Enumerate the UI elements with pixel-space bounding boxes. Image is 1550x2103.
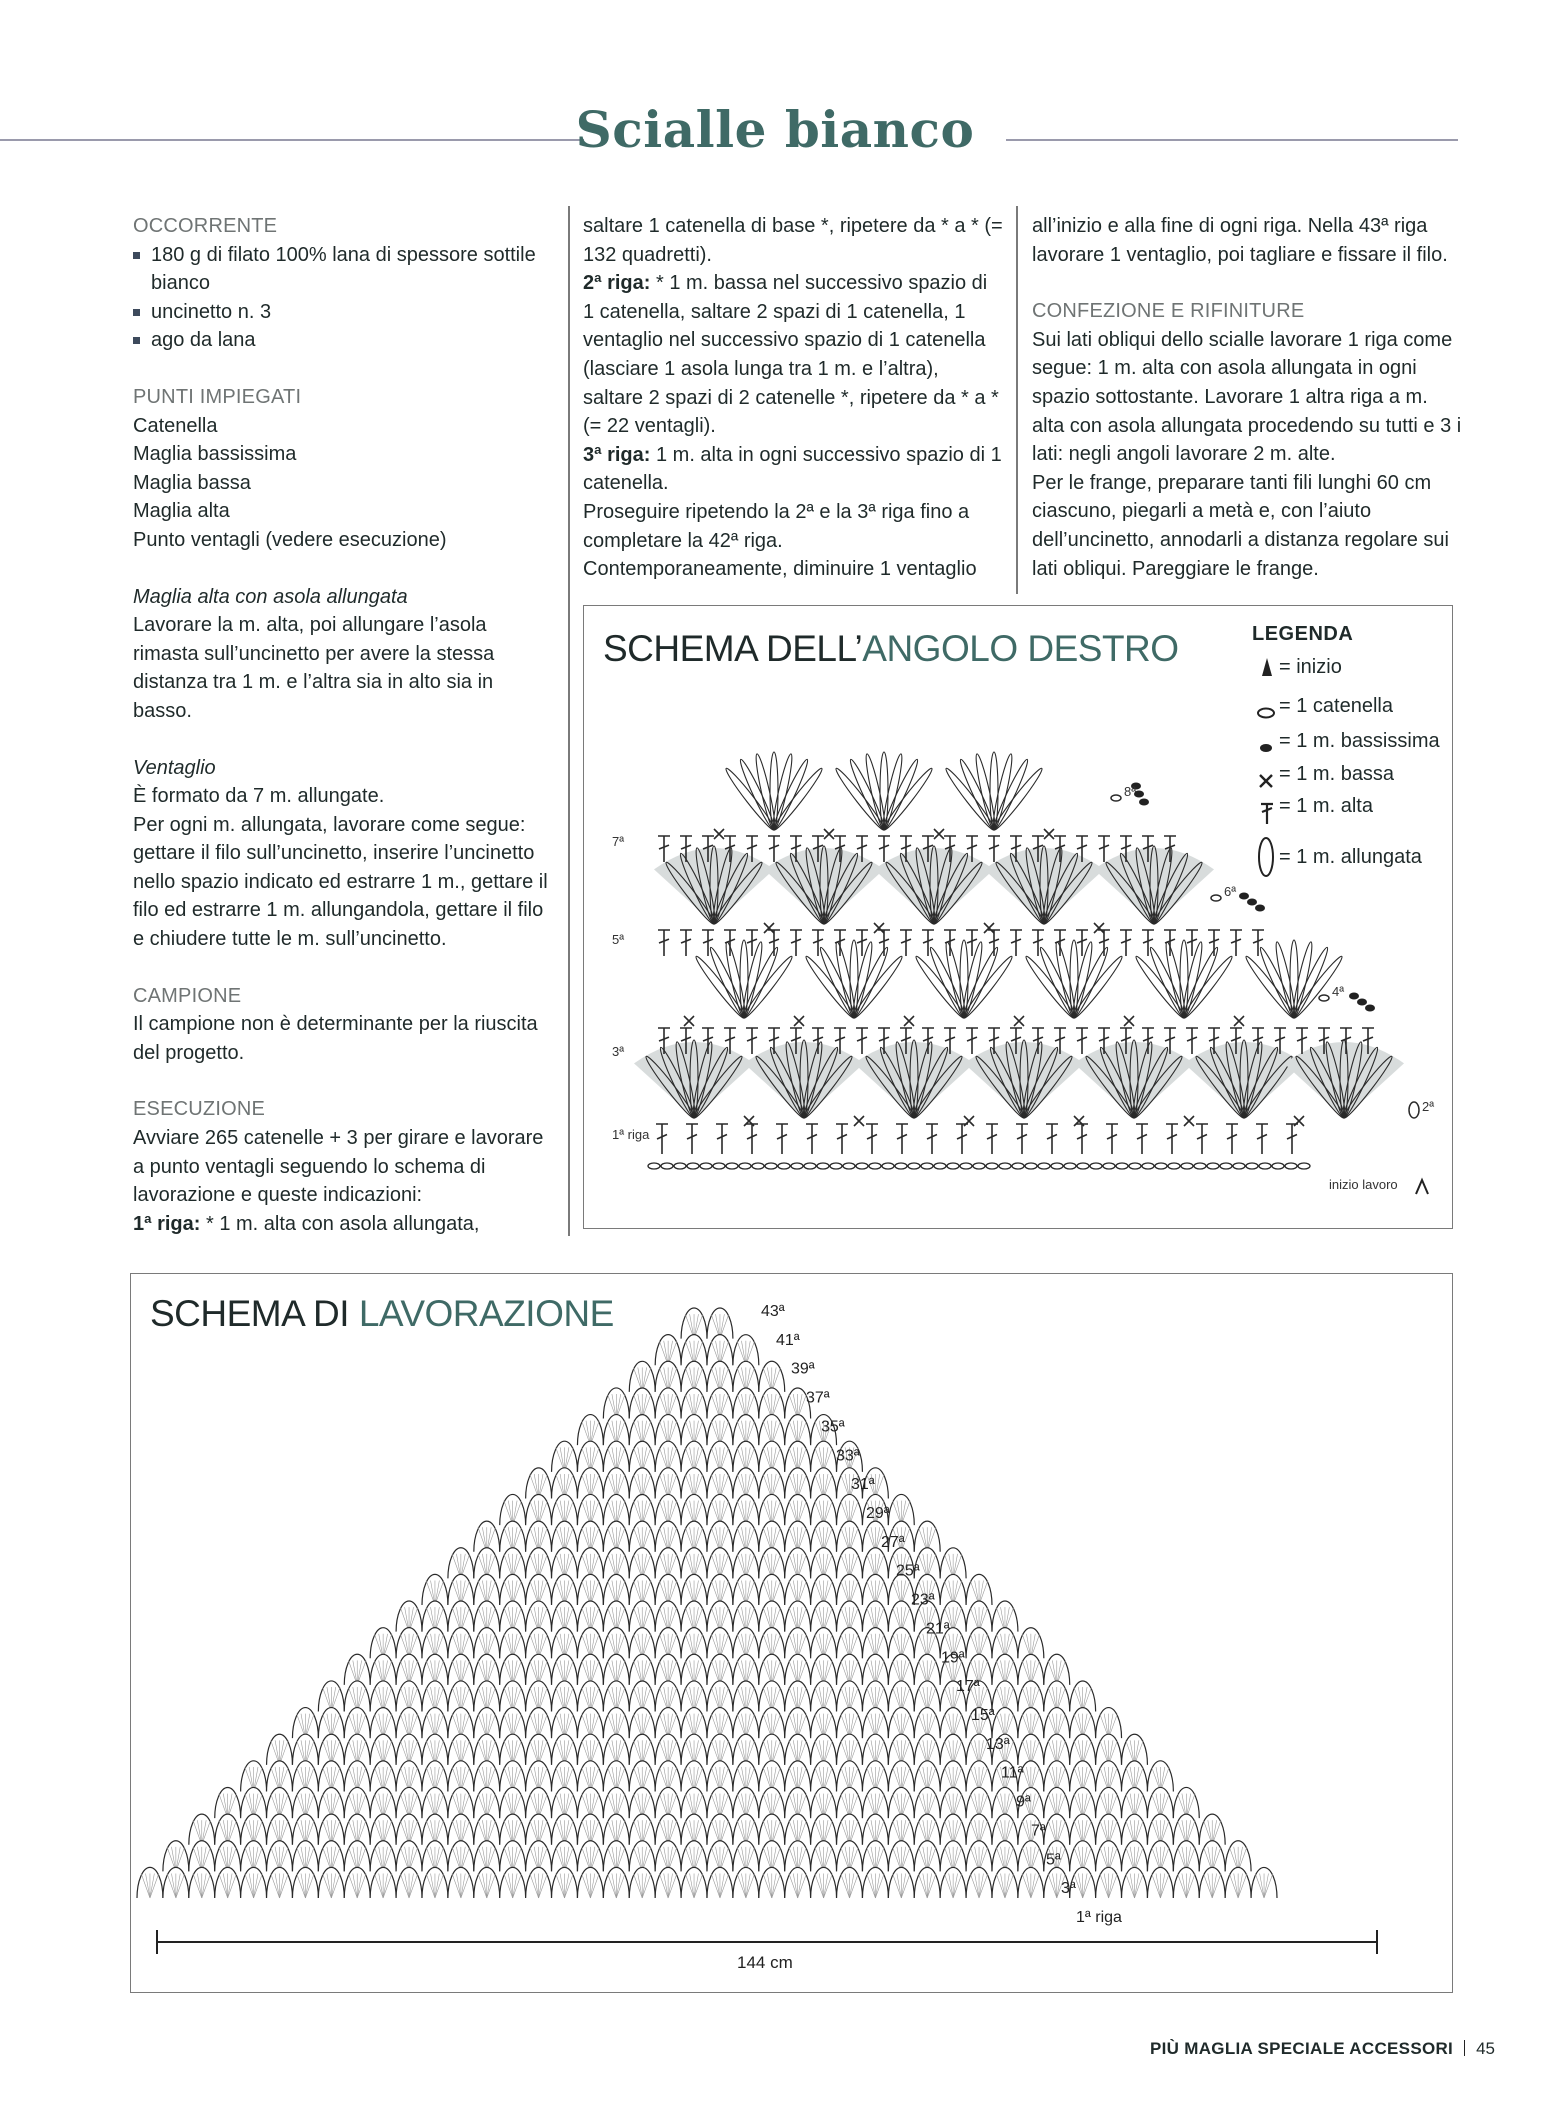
elongated-stitch-symbol: [741, 954, 795, 1021]
double-crochet-symbol: [658, 930, 670, 956]
width-label: 144 cm: [737, 1953, 793, 1972]
chain-symbol: [895, 1163, 907, 1169]
list-item: Catenella: [133, 414, 218, 437]
corner-diagram-title: SCHEMA DELL’ANGOLO DESTRO: [603, 628, 1179, 669]
chain-symbol: [1319, 995, 1329, 1001]
list-item: Maglia alta: [133, 500, 230, 523]
double-crochet-symbol: [944, 930, 956, 956]
double-crochet-symbol: [856, 1028, 868, 1054]
double-crochet-symbol: [1076, 1028, 1088, 1054]
double-crochet-symbol: [1252, 930, 1264, 956]
double-crochet-symbol: [1046, 1124, 1058, 1154]
paragraph: È formato da 7 m. allungate.: [133, 785, 385, 808]
footer-divider: [1464, 2040, 1466, 2056]
single-crochet-symbol: [1094, 923, 1104, 933]
chain-symbol: [1259, 1163, 1271, 1169]
double-crochet-symbol: [716, 1124, 728, 1154]
double-crochet-symbol: [1120, 930, 1132, 956]
double-crochet-symbol: [768, 836, 780, 862]
chain-symbol: [1409, 1102, 1419, 1118]
double-crochet-symbol: [1208, 930, 1220, 956]
chain-symbol: [973, 1163, 985, 1169]
double-crochet-symbol: [922, 930, 934, 956]
column-3: [1032, 212, 1462, 583]
bullet-square-icon: [133, 309, 140, 316]
chain-symbol: [817, 1163, 829, 1169]
single-crochet-symbol: [1294, 1116, 1304, 1126]
chain-symbol: [986, 1163, 998, 1169]
single-crochet-symbol: [1234, 1016, 1244, 1026]
row-label: 31ª: [851, 1476, 875, 1494]
double-crochet-symbol: [956, 1124, 968, 1154]
paragraph: 1ª riga: * 1 m. alta con asola allungata,: [133, 1212, 480, 1235]
double-crochet-symbol: [1010, 930, 1022, 956]
row-label: 11ª: [1001, 1764, 1024, 1782]
double-crochet-symbol: [836, 1124, 848, 1154]
single-crochet-symbol: [874, 923, 884, 933]
double-crochet-symbol: [1098, 836, 1110, 862]
double-crochet-symbol: [966, 1028, 978, 1054]
list-item: Maglia bassa: [133, 471, 251, 494]
chain-symbol: [804, 1163, 816, 1169]
work-diagram-box: [130, 1273, 1453, 1993]
double-crochet-symbol: [776, 1124, 788, 1154]
paragraph: all’inizio e alla fine di ogni riga. Nella 43ª riga lavorare 1 ventaglio, poi tagliare e fissare il filo.: [1032, 215, 1448, 266]
double-crochet-symbol: [878, 930, 890, 956]
chain-symbol: [1111, 795, 1121, 801]
double-crochet-symbol: [1032, 930, 1044, 956]
chain-symbol: [1064, 1163, 1076, 1169]
legend-item: = inizio: [1279, 656, 1342, 678]
legend-item: = 1 m. bassissima: [1279, 730, 1440, 752]
chain-symbol: [687, 1163, 699, 1169]
single-crochet-symbol: [984, 923, 994, 933]
double-crochet-symbol: [1098, 930, 1110, 956]
chain-symbol: [674, 1163, 686, 1169]
row-label: 29ª: [866, 1505, 890, 1522]
chain-symbol: [713, 1163, 725, 1169]
paragraph: Sui lati obliqui dello scialle lavorare 1 riga come segue: 1 m. alta con asola allungata in ogni spazio sottostante. Lavorare 1 altra riga a m. alta con asola allungata procedendo su tutti e 3 i lati: negli angoli lavorare 2 m. alte.: [1032, 328, 1462, 466]
row-label: 33ª: [836, 1447, 860, 1465]
chain-symbol: [1025, 1163, 1037, 1169]
work-diagram-title: SCHEMA DI LAVORAZIONE: [150, 1293, 614, 1334]
slip-stitch-symbol: [1255, 905, 1265, 912]
single-crochet-symbol: [824, 829, 834, 839]
row-label: 13ª: [986, 1735, 1010, 1753]
elongated-stitch-symbol: [913, 954, 967, 1021]
chain-symbol: [1194, 1163, 1206, 1169]
double-crochet-symbol: [1016, 1124, 1028, 1154]
double-crochet-symbol: [656, 1124, 668, 1154]
chain-symbol: [739, 1163, 751, 1169]
column-1: [133, 212, 553, 1238]
chain-symbol: [791, 1163, 803, 1169]
chain-symbol: [1051, 1163, 1063, 1169]
legend-item: = 1 m. allungata: [1279, 846, 1422, 868]
slip-stitch-symbol: [1139, 799, 1149, 806]
slip-stitch-symbol: [1247, 899, 1257, 906]
row-label: 17ª: [956, 1678, 980, 1696]
double-crochet-symbol: [812, 930, 824, 956]
slip-stitch-symbol: [1239, 893, 1249, 900]
double-crochet-symbol: [926, 1124, 938, 1154]
chain-symbol: [843, 1163, 855, 1169]
elongated-stitch-symbol: [833, 766, 887, 833]
double-crochet-symbol: [746, 1028, 758, 1054]
chain-symbol: [1246, 1163, 1258, 1169]
row-label: 1ª riga: [1076, 1909, 1122, 1926]
double-crochet-symbol: [896, 1124, 908, 1154]
double-crochet-symbol: [790, 930, 802, 956]
row-label-right: 6ª: [1224, 884, 1237, 899]
chain-symbol: [765, 1163, 777, 1169]
elongated-stitch-symbol: [881, 766, 935, 833]
double-crochet-symbol: [878, 836, 890, 862]
single-crochet-symbol: [934, 829, 944, 839]
row-label: 43ª: [761, 1303, 785, 1320]
double-crochet-symbol: [1054, 930, 1066, 956]
single-crochet-symbol: [684, 1016, 694, 1026]
chain-symbol: [869, 1163, 881, 1169]
double-crochet-symbol: [658, 836, 670, 862]
chain-symbol: [1090, 1163, 1102, 1169]
chain-symbol: [1181, 1163, 1193, 1169]
chain-symbol: [921, 1163, 933, 1169]
column-divider: [568, 616, 570, 1236]
double-crochet-symbol: [680, 930, 692, 956]
single-crochet-symbol: [714, 829, 724, 839]
elongated-stitch-symbol: [943, 766, 997, 833]
subsection-title-ventaglio: Ventaglio: [133, 756, 216, 779]
double-crochet-symbol: [1164, 930, 1176, 956]
elongated-stitch-symbol: [693, 954, 747, 1021]
bullet-square-icon: [133, 252, 140, 259]
corner-stitch-chart: [584, 606, 1450, 1226]
double-crochet-symbol: [1296, 1028, 1308, 1054]
paragraph: Per le frange, preparare tanti fili lunghi 60 cm ciascuno, piegarli a metà e, con l’aiuto dell’uncinetto, annodarli a distanza regolare sui lati obliqui. Pareggiare le frange.: [1032, 471, 1449, 580]
double-crochet-symbol: [1136, 1124, 1148, 1154]
start-label: inizio lavoro: [1329, 1177, 1398, 1192]
row-label: 7ª: [1031, 1822, 1046, 1840]
single-crochet-symbol: [1014, 1016, 1024, 1026]
row-label-right: 2ª: [1422, 1099, 1435, 1114]
chain-symbol: [1129, 1163, 1141, 1169]
footer-magazine: PIÙ MAGLIA SPECIALE ACCESSORI: [1150, 2039, 1454, 2058]
section-title-occorrente: OCCORRENTE: [133, 215, 278, 237]
paragraph: Per ogni m. allungata, lavorare come segue: gettare il filo sull’uncinetto, inserire l’uncinetto nello spazio indicato ed estrarre 1 m., gettare il filo ed estrarre 1 m. allungandola, gettare il filo e chiudere tutte le m. sull’uncinetto.: [133, 813, 548, 951]
single-crochet-symbol: [1124, 1016, 1134, 1026]
chain-symbol: [752, 1163, 764, 1169]
chain-symbol: [778, 1163, 790, 1169]
double-crochet-symbol: [1226, 1124, 1238, 1154]
section-title-esecuzione: ESECUZIONE: [133, 1098, 266, 1121]
chain-symbol: [908, 1163, 920, 1169]
row-label-left: 7ª: [612, 834, 625, 849]
row-label: 27ª: [881, 1533, 905, 1551]
elongated-stitch-symbol: [851, 954, 905, 1021]
row-label: 3ª: [1061, 1880, 1076, 1898]
double-crochet-symbol: [702, 930, 714, 956]
elongated-stitch-symbol: [961, 954, 1015, 1021]
double-crochet-symbol: [1106, 1124, 1118, 1154]
elongated-stitch-symbol: [723, 766, 777, 833]
chain-symbol: [661, 1163, 673, 1169]
row-label: 5ª: [1046, 1851, 1061, 1869]
row-label: 15ª: [971, 1707, 995, 1724]
legend-item: = 1 catenella: [1279, 695, 1393, 717]
section-title-confezione: CONFEZIONE E RIFINITURE: [1032, 300, 1305, 323]
chain-symbol: [999, 1163, 1011, 1169]
chain-symbol: [1155, 1163, 1167, 1169]
chain-symbol: [882, 1163, 894, 1169]
row-label-left: 5ª: [612, 932, 625, 947]
double-crochet-symbol: [866, 1124, 878, 1154]
chain-symbol: [947, 1163, 959, 1169]
chain-symbol: [1012, 1163, 1024, 1169]
bullet-square-icon: [133, 337, 140, 344]
row-label: 37ª: [806, 1389, 830, 1407]
double-crochet-symbol: [988, 930, 1000, 956]
double-crochet-symbol: [806, 1124, 818, 1154]
double-crochet-symbol: [1076, 1124, 1088, 1154]
start-arrow-icon: [1416, 1180, 1428, 1194]
paragraph: Lavorare la m. alta, poi allungare l’asola rimasta sull’uncinetto per avere la stessa distanza tra 1 m. e l’altra sia in alto sia in basso.: [133, 614, 495, 722]
row-label-left: 1ª riga: [612, 1127, 650, 1142]
chain-symbol: [648, 1163, 660, 1169]
row-label: 35ª: [821, 1418, 845, 1436]
legend-item: = 1 m. alta: [1279, 795, 1373, 817]
paragraph: saltare 1 catenella di base *, ripetere da * a * (= 132 quadretti).: [583, 215, 1003, 266]
row-label: 39ª: [791, 1360, 815, 1378]
row-label: 19ª: [941, 1649, 965, 1667]
column-divider: [568, 206, 570, 616]
list-item: Maglia bassissima: [133, 443, 297, 466]
chain-symbol: [1298, 1163, 1310, 1169]
row-label-left: 3ª: [612, 1044, 625, 1059]
chain-symbol: [1142, 1163, 1154, 1169]
paragraph: Il campione non è determinante per la riuscita del progetto.: [133, 1013, 538, 1064]
elongated-stitch-symbol: [1133, 954, 1187, 1021]
double-crochet-symbol: [1256, 1124, 1268, 1154]
section-title-campione: CAMPIONE: [133, 984, 242, 1007]
double-crochet-symbol: [1166, 1124, 1178, 1154]
paragraph: 3ª riga: 1 m. alta in ogni successivo spazio di 1 catenella.: [583, 443, 1002, 495]
row-label-right: 4ª: [1332, 984, 1345, 999]
list-item: 180 g di filato 100% lana di spessore sottile bianco: [133, 241, 553, 298]
chain-symbol: [1168, 1163, 1180, 1169]
row-label-right: 8ª: [1124, 784, 1137, 799]
legend-item: = 1 m. bassa: [1279, 763, 1395, 785]
subsection-title-asola: Maglia alta con asola allungata: [133, 585, 408, 608]
page-number: 45: [1476, 2039, 1495, 2058]
single-crochet-symbol: [904, 1016, 914, 1026]
single-crochet-symbol: [1044, 829, 1054, 839]
section-title-punti: PUNTI IMPIEGATI: [133, 385, 302, 408]
row-label: 9ª: [1016, 1793, 1031, 1811]
single-crochet-symbol: [764, 923, 774, 933]
list-item: Punto ventagli (vedere esecuzione): [133, 528, 447, 551]
double-crochet-symbol: [1286, 1124, 1298, 1154]
footer: [1150, 2039, 1495, 2059]
slip-stitch-symbol: [1365, 1005, 1375, 1012]
chain-symbol: [1285, 1163, 1297, 1169]
chain-symbol: [726, 1163, 738, 1169]
chain-symbol: [1116, 1163, 1128, 1169]
row-label: 41ª: [776, 1331, 800, 1349]
row-label: 21ª: [926, 1620, 950, 1638]
chain-symbol: [1103, 1163, 1115, 1169]
double-crochet-symbol: [900, 930, 912, 956]
elongated-stitch-symbol: [1243, 954, 1297, 1021]
legend-title: LEGENDA: [1252, 623, 1354, 645]
double-crochet-symbol: [1230, 930, 1242, 956]
slip-stitch-symbol: [1357, 999, 1367, 1006]
chain-symbol: [830, 1163, 842, 1169]
double-crochet-symbol: [1196, 1124, 1208, 1154]
double-crochet-symbol: [986, 1124, 998, 1154]
elongated-stitch-symbol: [1181, 954, 1235, 1021]
row-label: 25ª: [896, 1562, 920, 1580]
elongated-stitch-symbol: [991, 766, 1045, 833]
double-crochet-symbol: [768, 930, 780, 956]
chain-symbol: [1233, 1163, 1245, 1169]
chain-symbol: [1077, 1163, 1089, 1169]
chain-symbol: [1211, 895, 1221, 901]
single-crochet-symbol: [794, 1016, 804, 1026]
paragraph: 2ª riga: * 1 m. bassa nel successivo spazio di 1 catenella, saltare 2 spazi di 1 catenella, 1 ventaglio nel successivo spazio di 1 catenella (lasciare 1 asola lunga tra 1 m. e l’altra), saltare 2 spazi di 2 catenelle *, ripetere da * a * (= 22 ventagli).: [583, 272, 999, 438]
double-crochet-symbol: [746, 1124, 758, 1154]
chain-symbol: [1272, 1163, 1284, 1169]
slip-stitch-symbol: [1349, 993, 1359, 1000]
chain-symbol: [960, 1163, 972, 1169]
column-divider: [1016, 206, 1018, 594]
chain-symbol: [1038, 1163, 1050, 1169]
double-crochet-symbol: [1142, 930, 1154, 956]
double-crochet-symbol: [1186, 1028, 1198, 1054]
double-crochet-symbol: [834, 930, 846, 956]
paragraph: Contemporaneamente, diminuire 1 ventaglio: [583, 558, 977, 581]
double-crochet-symbol: [724, 930, 736, 956]
chain-symbol: [856, 1163, 868, 1169]
elongated-stitch-symbol: [1071, 954, 1125, 1021]
elongated-stitch-symbol: [771, 766, 825, 833]
chain-symbol: [934, 1163, 946, 1169]
list-item: ago da lana: [133, 326, 553, 355]
paragraph: Proseguire ripetendo la 2ª e la 3ª riga fino a completare la 42ª riga.: [583, 500, 970, 552]
double-crochet-symbol: [988, 836, 1000, 862]
list-item: uncinetto n. 3: [133, 298, 553, 327]
single-crochet-symbol: [1184, 1116, 1194, 1126]
double-crochet-symbol: [686, 1124, 698, 1154]
chain-symbol: [1207, 1163, 1219, 1169]
column-2: [583, 212, 1003, 584]
chain-symbol: [1220, 1163, 1232, 1169]
paragraph: Avviare 265 catenelle + 3 per girare e lavorare a punto ventagli seguendo lo schema di lavorazione e queste indicazioni:: [133, 1127, 544, 1207]
page-title: Scialle bianco: [575, 100, 975, 159]
shawl-stitch-chart: [131, 1274, 1450, 1990]
single-crochet-symbol: [854, 1116, 864, 1126]
row-label: 23ª: [911, 1591, 935, 1609]
elongated-stitch-symbol: [1023, 954, 1077, 1021]
corner-diagram-box: [583, 605, 1453, 1229]
chain-symbol: [700, 1163, 712, 1169]
elongated-stitch-symbol: [803, 954, 857, 1021]
single-crochet-symbol: [964, 1116, 974, 1126]
